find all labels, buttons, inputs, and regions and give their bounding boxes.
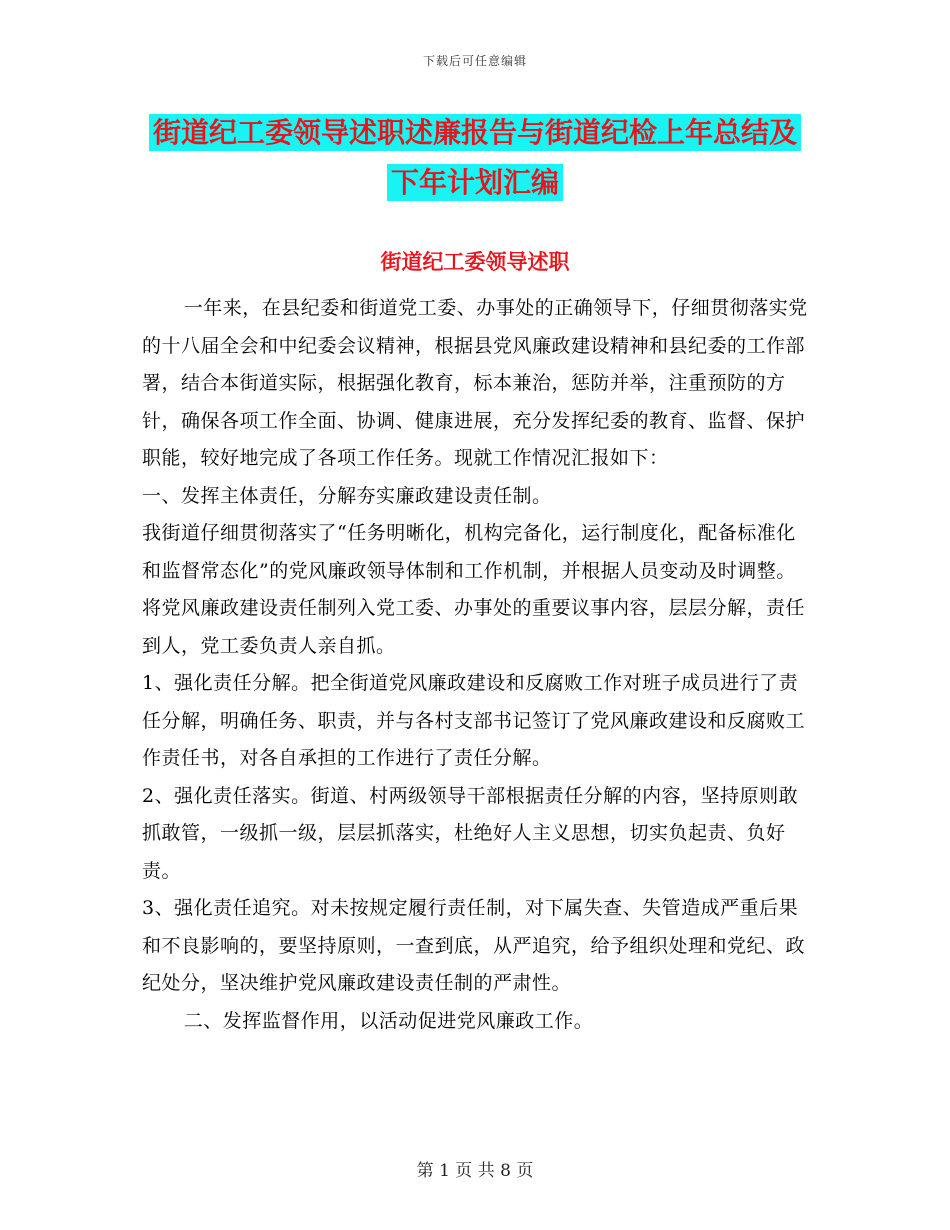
paragraph-intro: 一年来，在县纪委和街道党工委、办事处的正确领导下，仔细贯彻落实党的十八届全会和中纪委会议精神，根据县党风廉政建设精神和县纪委的工作部署，结合本街道实际，根据强化教育，标本兼治，惩防并举，注重预防的方针，确保各项工作全面、协调、健康进展，充分发挥纪委的教育、监督、保护职能，较好地完成了各项工作任务。现就工作情况汇报如下： xyxy=(142,297,808,469)
paragraph-item-1: 1、强化责任分解。把全街道党风廉政建设和反腐败工作对班子成员进行了责任分解，明确任务、职责，并与各村支部书记签订了党风廉政建设和反腐败工作责任书，对各自承担的工作进行了责任分解。 xyxy=(142,672,806,769)
document-title-line-2: 下年计划汇编 xyxy=(387,164,563,201)
page-number: 第 1 页 共 8 页 xyxy=(416,1161,534,1181)
body-text xyxy=(142,290,808,1040)
document-title-line-1: 街道纪工委领导述职述廉报告与街道纪检上年总结及 xyxy=(149,114,801,151)
section-title: 街道纪工委领导述职 xyxy=(380,250,570,274)
header-note: 下载后可任意编辑 xyxy=(422,54,527,68)
document-title xyxy=(120,108,830,208)
paragraph-item-2: 2、强化责任落实。街道、村两级领导干部根据责任分解的内容，坚持原则敢抓敢管，一级抓一级，层层抓落实，杜绝好人主义思想，切实负起责、负好责。 xyxy=(142,784,799,882)
paragraph-responsibility-system: 我街道仔细贯彻落实了“任务明晰化，机构完备化，运行制度化，配备标准化和监督常态化”的党风廉政领导体制和工作机制，并根据人员变动及时调整。将党风廉政建设责任制列入党工委、办事处的重要议事内容，层层分解，责任到人，党工委负责人亲自抓。 xyxy=(142,522,806,657)
paragraph-item-3: 3、强化责任追究。对未按规定履行责任制，对下属失查、失管造成严重后果和不良影响的，要坚持原则，一查到底，从严追究，给予组织处理和党纪、政纪处分，坚决维护党风廉政建设责任制的严肃性。 xyxy=(142,897,806,994)
paragraph-heading-1: 一、发挥主体责任，分解夯实廉政建设责任制。 xyxy=(142,484,552,507)
paragraph-heading-2: 二、发挥监督作用，以活动促进党风廉政工作。 xyxy=(183,1009,594,1032)
